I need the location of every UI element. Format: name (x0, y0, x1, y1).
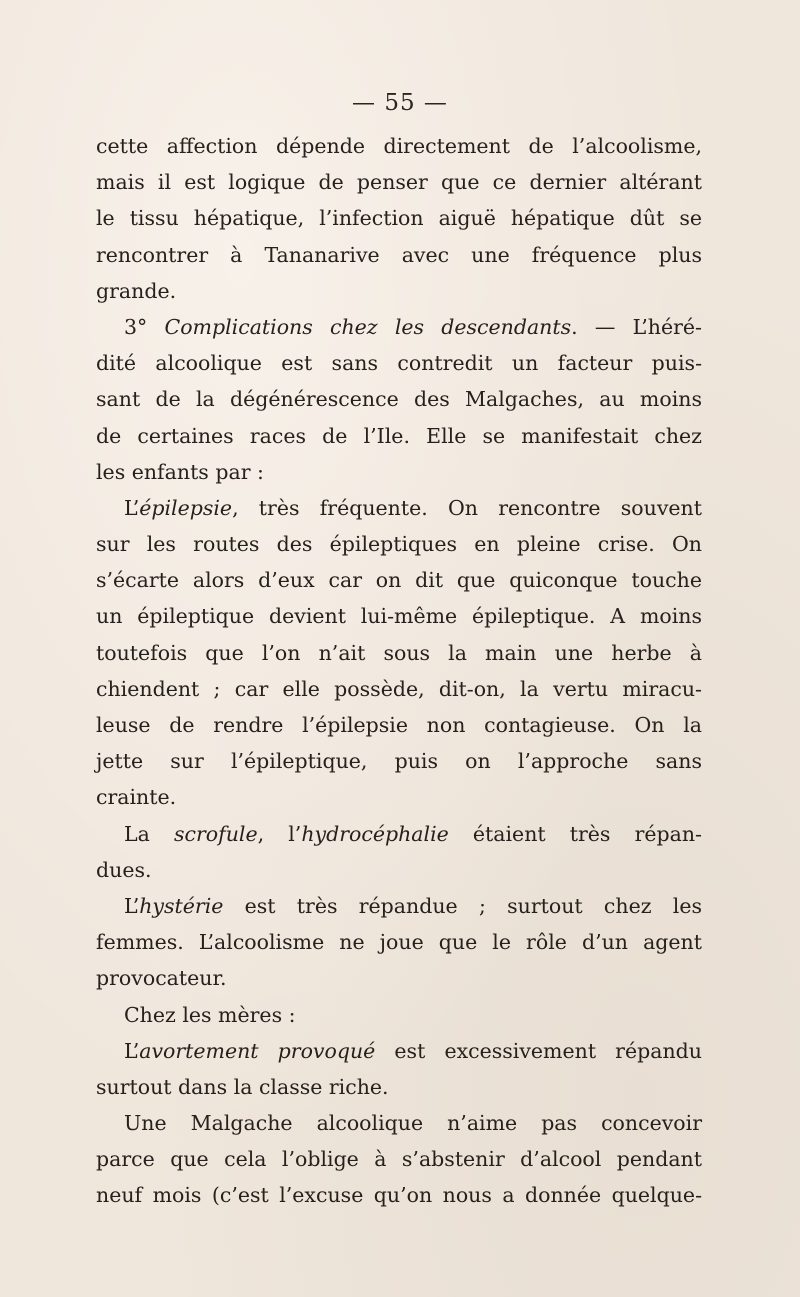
text-line (96, 852, 702, 888)
term-epilepsie: épilepsie (139, 495, 233, 520)
text-span: rencontrer à Tananarive avec une fréquence plus (96, 242, 702, 267)
text-line (96, 273, 702, 309)
text-span: les enfants par : (96, 459, 264, 484)
term-hydrocephalie: hydrocéphalie (301, 821, 449, 846)
text-span: sur les routes des épileptiques en pleine crise. On (96, 532, 702, 557)
text-line (96, 128, 702, 164)
text-span: est excessivement répandu (375, 1038, 702, 1063)
text-line (96, 779, 702, 815)
text-line (96, 743, 702, 779)
text-span: s’écarte alors d’eux car on dit que quiconque touche (96, 568, 702, 593)
text-line (96, 562, 702, 598)
text-line (96, 164, 702, 200)
text-span: provocateur. (96, 966, 227, 991)
text-line (96, 671, 702, 707)
text-line (96, 1177, 702, 1213)
text-span: Une Malgache alcoolique n’aime pas concevoir (124, 1111, 702, 1136)
page-number: — 55 — (352, 90, 448, 116)
text-line (96, 1141, 702, 1177)
text-span: parce que cela l’oblige à s’abstenir d’alcool pendant (96, 1147, 702, 1172)
text-span: , l’ (257, 821, 302, 846)
text-span: dues. (96, 857, 152, 882)
term-hysterie: hystérie (139, 893, 224, 918)
text-span: jette sur l’épileptique, puis on l’approche sans (96, 749, 702, 774)
text-line (96, 707, 702, 743)
text-span: Chez les mères : (124, 1002, 296, 1027)
text-span: 3° (124, 314, 165, 339)
text-line (96, 888, 702, 924)
text-line (96, 816, 702, 852)
text-span: , très fréquente. On rencontre souvent (232, 495, 702, 520)
text-span: L’ (124, 1038, 140, 1063)
text-line (96, 418, 702, 454)
text-span: femmes. L’alcoolisme ne joue que le rôle d’un agent (96, 930, 702, 955)
text-span: leuse de rendre l’épilepsie non contagieuse. On la (96, 713, 702, 737)
text-line (96, 237, 702, 273)
text-span: un épileptique devient lui-même épileptique. A moins (96, 604, 702, 629)
text-span: L’ (124, 495, 140, 520)
text-span: dité alcoolique est sans contredit un facteur puis- (96, 351, 702, 376)
text-line (96, 924, 702, 960)
text-span: grande. (96, 278, 177, 303)
text-span: mais il est logique de penser que ce dernier altérant (96, 170, 702, 195)
text-span: de certaines races de l’Ile. Elle se manifestait chez (96, 423, 702, 448)
text-line (96, 345, 702, 381)
text-span: cette affection dépende directement de l’alcoolisme, (96, 134, 702, 158)
text-line (96, 960, 702, 996)
text-span: La (124, 821, 174, 846)
term-scrofule: scrofule (173, 821, 258, 846)
text-line (96, 200, 702, 236)
text-line (96, 1069, 702, 1105)
text-line (96, 1033, 702, 1069)
text-line (96, 454, 702, 490)
text-line (96, 381, 702, 417)
term-avortement: avortement provoqué (139, 1038, 376, 1063)
text-span: toutefois que l’on n’ait sous la main une herbe à (96, 640, 702, 665)
text-span: neuf mois (c’est l’excuse qu’on nous a donnée quelque- (96, 1183, 702, 1208)
text-line (96, 997, 702, 1033)
text-span: est très répandue ; surtout chez les (223, 893, 702, 918)
text-line (96, 635, 702, 671)
text-span: étaient très répan- (448, 821, 702, 846)
section-heading-line (96, 309, 702, 345)
text-span: sant de la dégénérescence des Malgaches, au moins (96, 387, 702, 412)
text-span: L’ (124, 893, 140, 918)
body-text (96, 128, 702, 1214)
text-span: crainte. (96, 785, 177, 810)
text-span: le tissu hépatique, l’infection aiguë hépatique dût se (96, 206, 702, 231)
text-line (96, 1105, 702, 1141)
text-line (96, 490, 702, 526)
text-span: . — L’héré- (571, 314, 702, 339)
text-line (96, 598, 702, 634)
text-span: chiendent ; car elle possède, dit-on, la vertu miracu- (96, 676, 702, 701)
text-line (96, 526, 702, 562)
section-heading: Complications chez les descendants (164, 314, 572, 339)
text-span: surtout dans la classe riche. (96, 1074, 389, 1099)
